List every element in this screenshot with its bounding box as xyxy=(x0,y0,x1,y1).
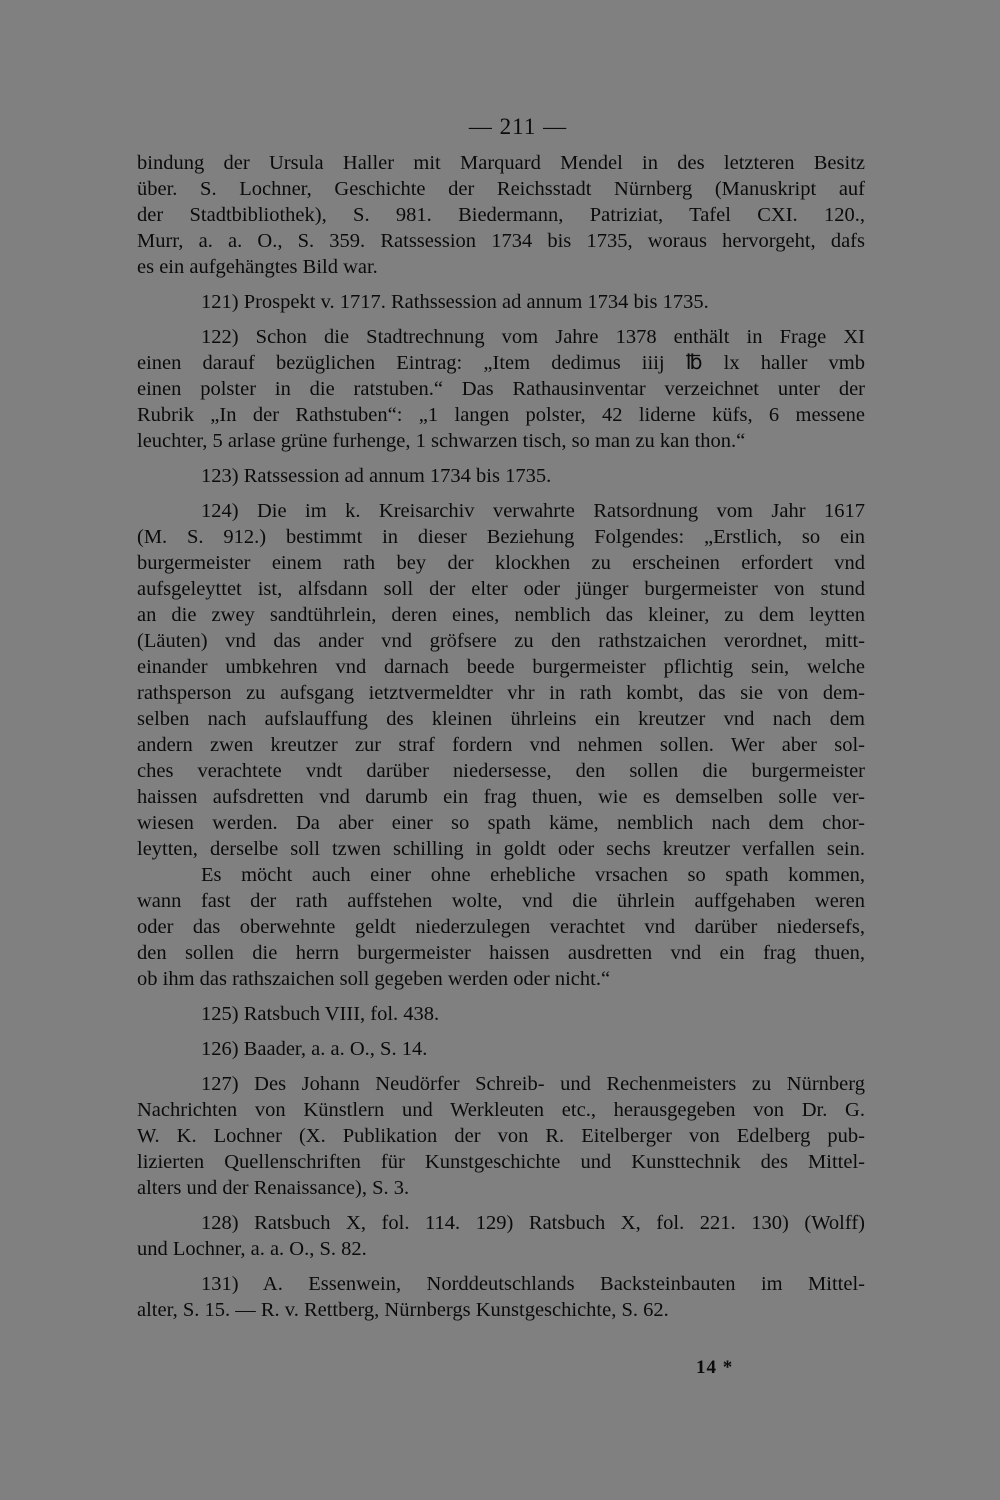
footnote-127 xyxy=(137,1071,865,1201)
text-line: leuchter, 5 arlase grüne furhenge, 1 schwarzen tisch, so man zu kan thon.“ xyxy=(137,430,746,452)
footnote-123: 123) Ratssession ad annum 1734 bis 1735. xyxy=(201,465,552,487)
text-line: (Läuten) vnd das ander vnd gröfsere zu den rathstzaichen verordnet, mitt- xyxy=(137,630,865,652)
text-line: rathsperson zu aufsgang ietztvermeldter vhr in rath kombt, das sie von dem- xyxy=(137,682,865,704)
text-line: wann fast der rath auffstehen wolte, vnd die ührlein auffgehaben weren xyxy=(137,890,865,912)
text-line: Es möcht auch einer ohne erhebliche vrsachen so spath kommen, xyxy=(201,864,865,886)
text-line: 131) A. Essenwein, Norddeutschlands Backsteinbauten im Mittel- xyxy=(201,1273,865,1295)
text-line: Nachrichten von Künstlern und Werkleuten etc., herausgegeben von Dr. G. xyxy=(137,1099,865,1121)
text-line: über. S. Lochner, Geschichte der Reichsstadt Nürnberg (Manuskript auf xyxy=(137,178,865,200)
intro-paragraph xyxy=(137,150,865,280)
text-line: an die zwey sandtührlein, deren eines, nemblich das kleiner, zu dem leytten xyxy=(137,604,865,626)
text-line: bindung der Ursula Haller mit Marquard Mendel in des letzteren Besitz xyxy=(137,152,865,174)
text-line: (M. S. 912.) bestimmt in dieser Beziehung Folgendes: „Erstlich, so ein xyxy=(137,526,865,548)
page-number: — 211 — xyxy=(468,114,568,139)
text-line: aufsgeleyttet ist, alfsdann soll der elter oder jünger burgermeister von stund xyxy=(137,578,865,600)
text-line: ob ihm das rathszaichen soll gegeben werden oder nicht.“ xyxy=(137,968,611,990)
text-line: 127) Des Johann Neudörfer Schreib- und Rechenmeisters zu Nürnberg xyxy=(201,1073,865,1095)
footnote-126: 126) Baader, a. a. O., S. 14. xyxy=(201,1038,428,1060)
text-line: der Stadtbibliothek), S. 981. Biedermann, Patriziat, Tafel CXI. 120., xyxy=(137,204,865,226)
text-line: selben nach aufslauffung des kleinen ührleins ein kreutzer vnd nach dem xyxy=(137,708,865,730)
text-line: lizierten Quellenschriften für Kunstgeschichte und Kunsttechnik des Mittel- xyxy=(137,1151,865,1173)
footnote-124 xyxy=(137,498,865,992)
text-line: und Lochner, a. a. O., S. 82. xyxy=(137,1238,367,1260)
text-line: einen darauf bezüglichen Eintrag: „Item dedimus iiij ℔ lx haller vmb xyxy=(137,352,865,374)
text-line: es ein aufgehängtes Bild war. xyxy=(137,256,378,278)
text-line: 124) Die im k. Kreisarchiv verwahrte Ratsordnung vom Jahr 1617 xyxy=(201,500,865,522)
text-line: leytten, derselbe soll tzwen schilling in goldt oder sechs kreutzer verfallen sein. xyxy=(137,838,865,860)
footnote-125: 125) Ratsbuch VIII, fol. 438. xyxy=(201,1003,440,1025)
text-line: ches verachtete vndt darüber niedersesse, den sollen die burgermeister xyxy=(137,760,865,782)
footnote-131 xyxy=(137,1271,865,1323)
text-line: alters und der Renaissance), S. 3. xyxy=(137,1177,410,1199)
page-content xyxy=(137,110,865,1378)
text-line: andern zwen kreutzer zur straf fordern vnd nehmen sollen. Wer aber sol- xyxy=(137,734,865,756)
footnote-122 xyxy=(137,324,865,454)
text-line: W. K. Lochner (X. Publikation der von R. Eitelberger von Edelberg pub- xyxy=(137,1125,865,1147)
text-line: einander umbkehren vnd darnach beede burgermeister pflichtig sein, welche xyxy=(137,656,865,678)
signature-mark: 14 * xyxy=(696,1357,734,1378)
text-line: 128) Ratsbuch X, fol. 114. 129) Ratsbuch X, fol. 221. 130) (Wolff) xyxy=(201,1212,865,1234)
text-line: oder das oberwehnte geldt niederzulegen verachtet vnd darüber niedersefs, xyxy=(137,916,865,938)
text-line: 122) Schon die Stadtrechnung vom Jahre 1378 enthält in Frage XI xyxy=(201,326,865,348)
text-line: alter, S. 15. — R. v. Rettberg, Nürnbergs Kunstgeschichte, S. 62. xyxy=(137,1299,669,1321)
text-line: einen polster in die ratstuben.“ Das Rathausinventar verzeichnet unter der xyxy=(137,378,865,400)
text-line: wiesen werden. Da aber einer so spath käme, nemblich nach dem chor- xyxy=(137,812,865,834)
text-line: Rubrik „In der Rathstuben“: „1 langen polster, 42 liderne küfs, 6 messene xyxy=(137,404,865,426)
footnote-121: 121) Prospekt v. 1717. Rathssession ad annum 1734 bis 1735. xyxy=(201,291,709,313)
text-line: den sollen die herrn burgermeister haissen ausdretten vnd ein frag thuen, xyxy=(137,942,865,964)
text-line: Murr, a. a. O., S. 359. Ratssession 1734 bis 1735, woraus hervorgeht, dafs xyxy=(137,230,865,252)
text-line: burgermeister einem rath bey der klockhen zu erscheinen erfordert vnd xyxy=(137,552,865,574)
footnote-128-130 xyxy=(137,1210,865,1262)
text-line: haissen aufsdretten vnd darumb ein frag thuen, wie es demselben solle ver- xyxy=(137,786,865,808)
